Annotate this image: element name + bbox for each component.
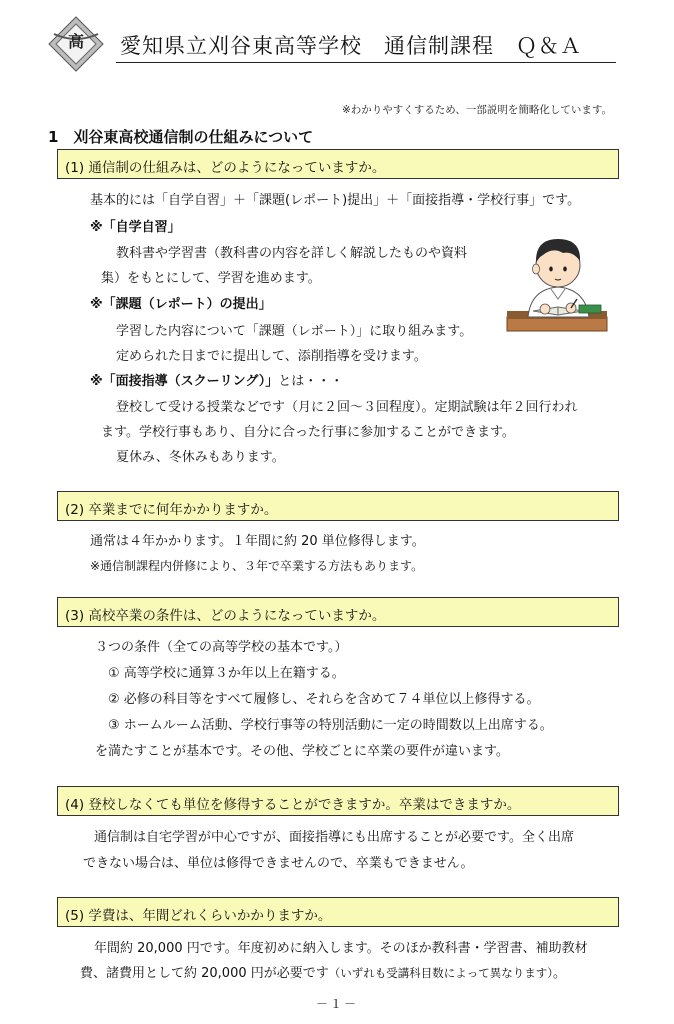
question-2-text: (2) 卒業までに何年かかりますか。: [65, 502, 278, 518]
q2-line-1: 通常は４年かかります。１年間に約 20 単位修得します。: [90, 534, 425, 549]
question-box-2: [57, 491, 619, 521]
q5-line-2-end: 。: [553, 966, 567, 981]
section-heading: 1 刈谷東高校通信制の仕組みについて: [48, 128, 314, 146]
q5-line-2: [80, 962, 566, 981]
schooling-line-3: 夏休み、冬休みもあります。: [116, 450, 285, 465]
page-number: －１－: [315, 997, 358, 1011]
simplification-note: ※わかりやすくするため、一部説明を簡略化しています。: [341, 104, 612, 116]
heading-schooling: [90, 370, 343, 389]
student-studying-illustration: [503, 227, 613, 347]
self-study-line-2: 集）をもとにして、学習を進めます。: [101, 271, 321, 286]
q3-line-2: を満たすことが基本です。その他、学校ごとに卒業の要件が違います。: [95, 744, 509, 759]
q1-intro: 基本的には「自学自習」＋「課題(レポート)提出」＋「面接指導・学校行事」です。: [90, 193, 581, 208]
schooling-line-2: ます。学校行事もあり、自分に合った行事に参加することができます。: [101, 425, 515, 440]
page-title: 愛知県立刈谷東高等学校 通信制課程 Ｑ＆Ａ: [120, 34, 582, 58]
school-emblem-icon: [46, 14, 106, 74]
self-study-line-1: 教科書や学習書（教科書の内容を詳しく解説したものや資料: [116, 246, 468, 261]
heading-report: ※「課題（レポート）の提出」: [90, 297, 272, 312]
question-4-text: (4) 登校しなくても単位を修得することができますか。卒業はできますか。: [65, 797, 521, 813]
report-line-1: 学習した内容について「課題（レポート）」に取り組みます。: [116, 324, 473, 339]
heading-schooling-rest: とは・・・: [278, 374, 344, 389]
page-header: [46, 14, 616, 70]
q2-line-2: ※通信制課程内併修により、３年で卒業する方法もあります。: [90, 559, 424, 573]
heading-schooling-bold: ※「面接指導（スクーリング）」: [90, 374, 279, 389]
report-line-2: 定められた日までに提出して、添削指導を受けます。: [116, 349, 427, 364]
question-3-text: (3) 高校卒業の条件は、どのようになっていますか。: [65, 608, 386, 624]
q5-line-1: 年間約 20,000 円です。年度初めに納入します。そのほか教科書・学習書、補助教材: [94, 941, 588, 956]
question-5-text: (5) 学費は、年間どれくらいかかりますか。: [65, 908, 332, 924]
q3-line-1: ３つの条件（全ての高等学校の基本です。）: [95, 640, 348, 655]
q3-condition-1: ① 高等学校に通算３か年以上在籍する。: [108, 666, 345, 681]
question-box-4: [57, 786, 619, 816]
question-box-5: [57, 897, 619, 927]
question-box-3: [57, 597, 619, 627]
question-1-text: (1) 通信制の仕組みは、どのようになっていますか。: [65, 160, 386, 176]
title-underline: [116, 62, 616, 63]
q4-line-1: 通信制は自宅学習が中心ですが、面接指導にも出席することが必要です。全く出席: [94, 830, 574, 845]
schooling-line-1: 登校して受ける授業などです（月に２回～３回程度）。定期試験は年２回行われ: [116, 400, 578, 415]
q3-condition-3: ③ ホームルーム活動、学校行事等の特別活動に一定の時間数以上出席する。: [108, 718, 553, 733]
svg-text:高: 高: [67, 32, 85, 51]
heading-self-study: ※「自学自習」: [90, 220, 181, 235]
q5-line-2-note: （いずれも受講科目数によって異なります）: [328, 966, 554, 980]
q3-condition-2: ② 必修の科目等をすべて履修し、それらを含めて７４単位以上修得する。: [108, 692, 540, 707]
question-box-1: [57, 149, 619, 179]
q4-line-2: できない場合は、単位は修得できませんので、卒業もできません。: [83, 856, 474, 871]
q5-line-2-main: 費、諸費用として約 20,000 円が必要です: [80, 966, 329, 981]
